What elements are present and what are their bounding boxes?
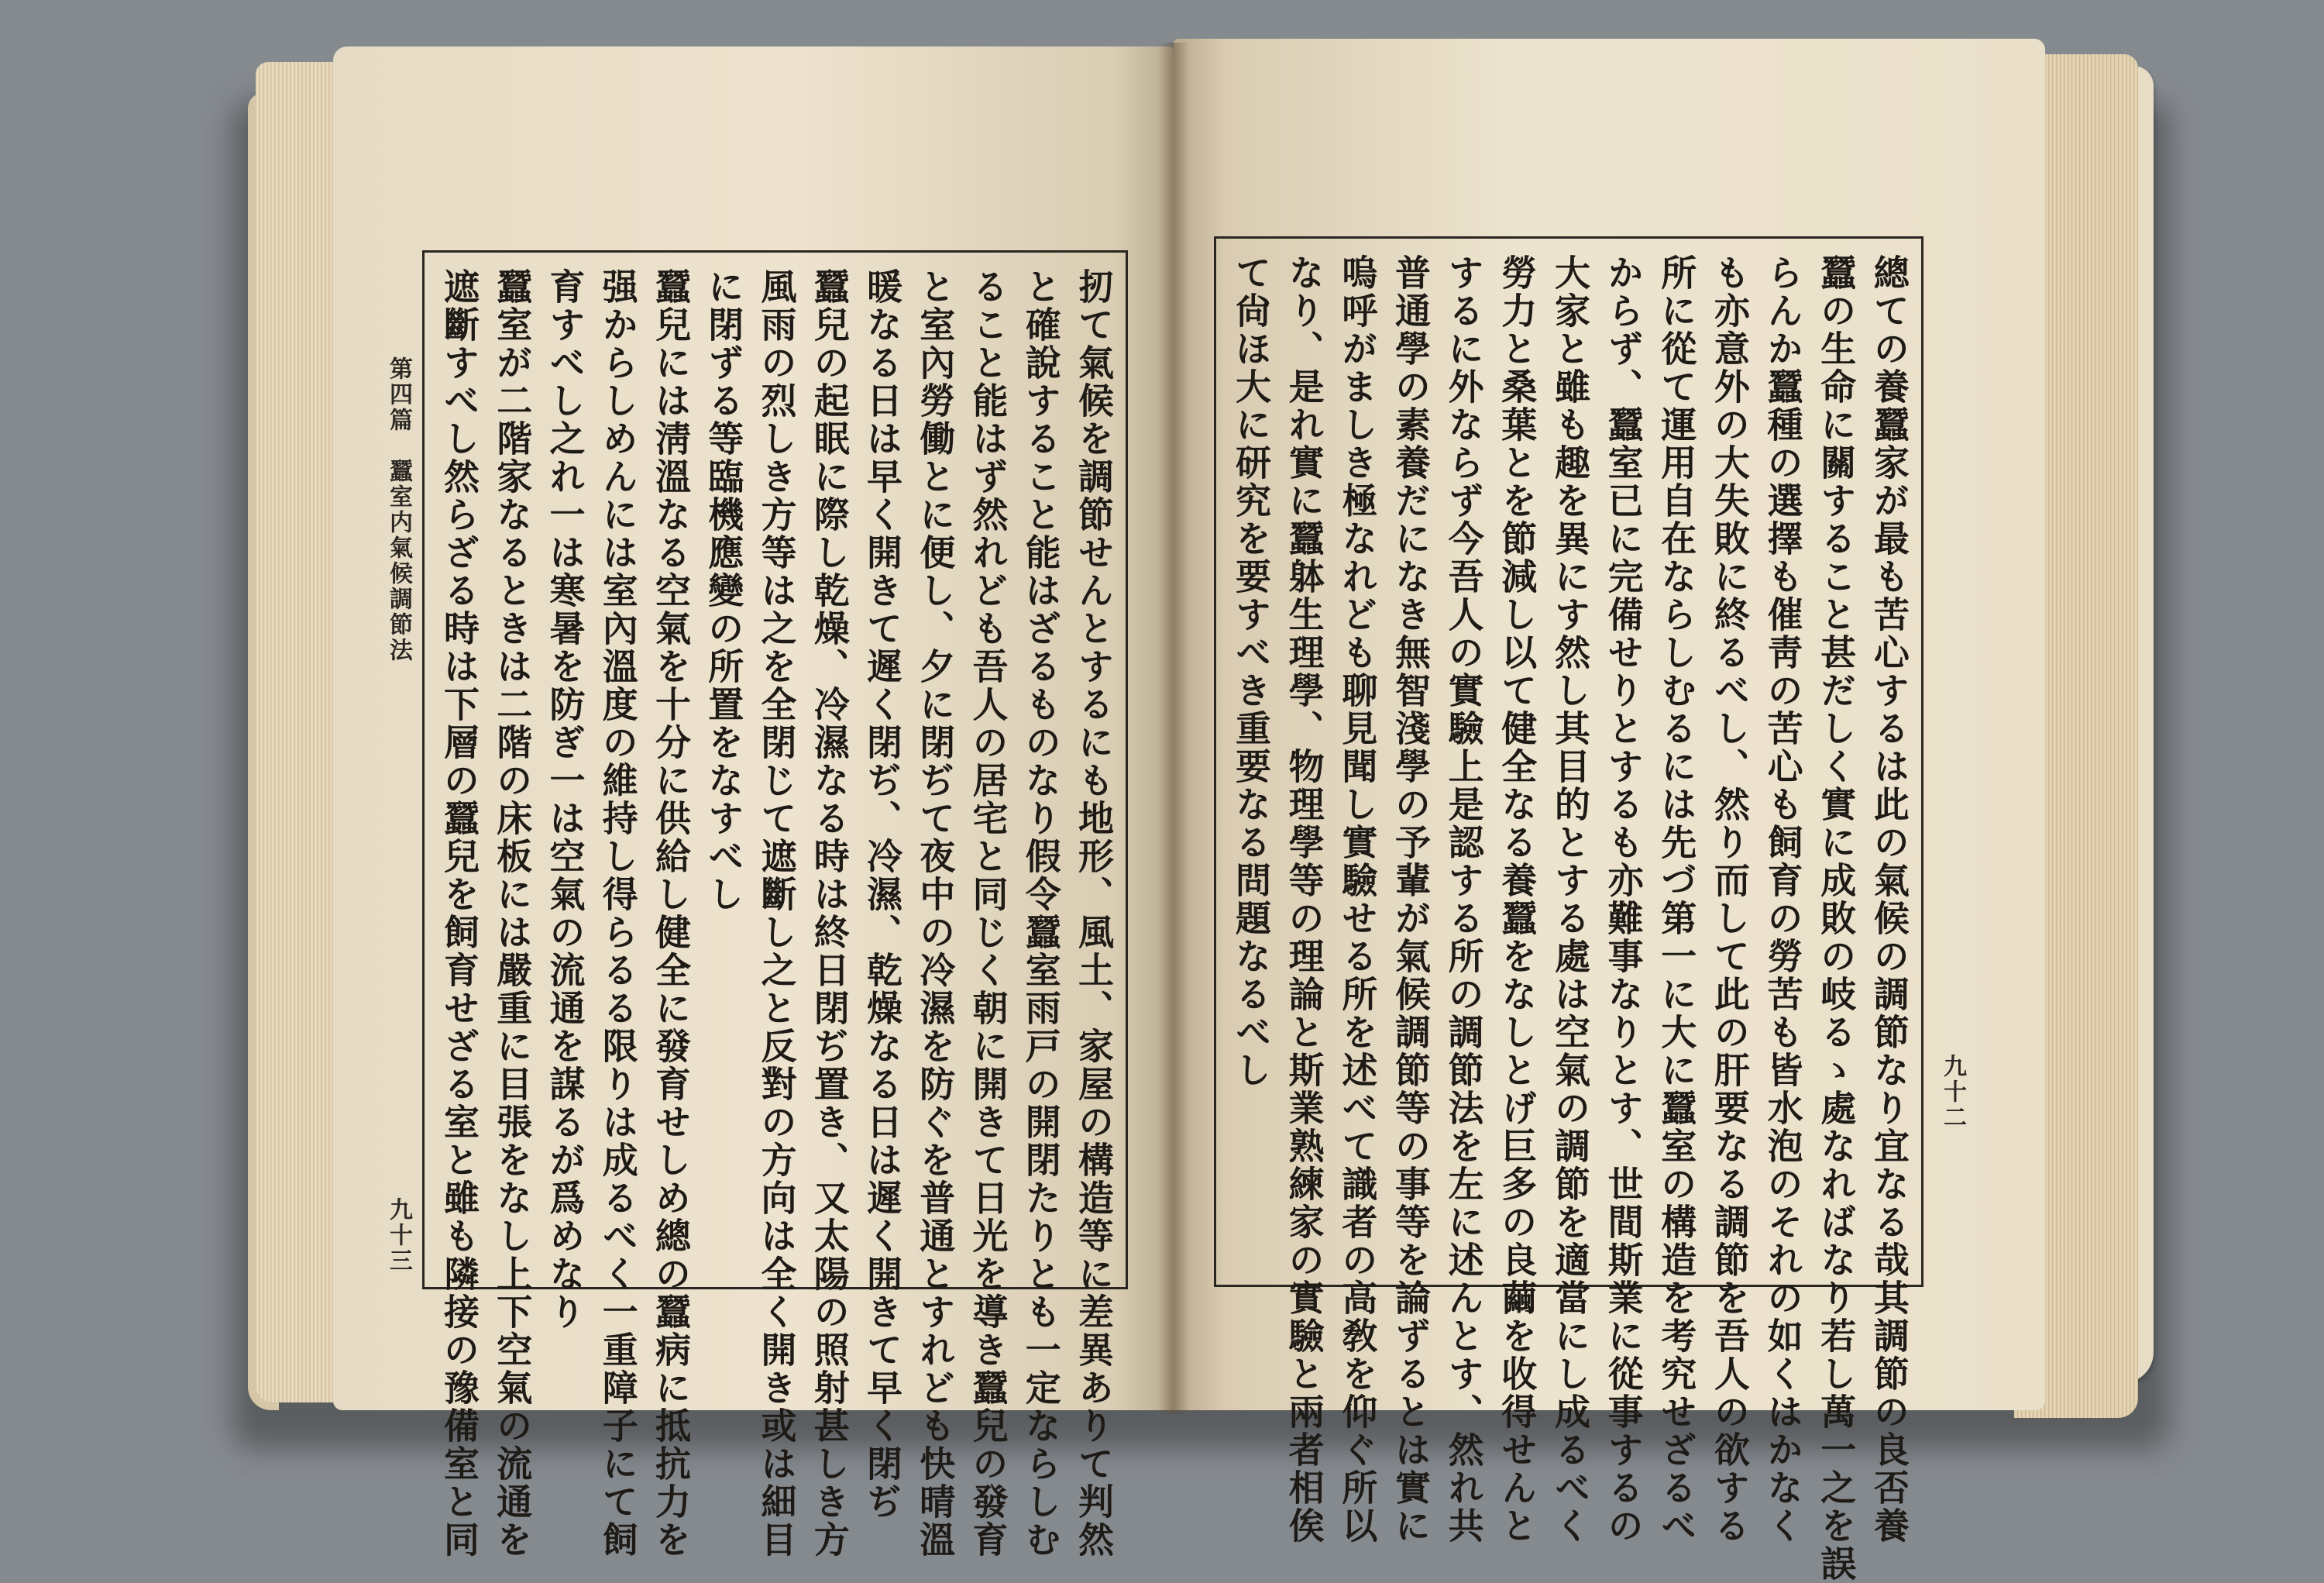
text-column: と室內勞働とに便し、夕に閉ぢて夜中の冷濕を防ぐを普通とすれども快晴溫 [914,268,957,1559]
text-column: 普通學の素養だになき無智淺學の予輩が氣候調節等の事等を論ずるとは實に [1389,254,1432,1545]
text-column: 暖なる日は早く開きて遲く閉ぢ、冷濕、乾燥なる日は遲く開きて早く閉ぢ [861,268,903,1521]
text-column: 扨て氣候を調節せんとするにも地形、風土、家屋の構造等に差異ありて判然 [1073,268,1115,1559]
text-column: 勞力と桑葉とを節減し以て健全なる養蠶をなしとげ巨多の良繭を收得せんと [1496,254,1538,1545]
book-gutter [1158,43,1189,1414]
text-column: 强からしめんには室內溫度の維持し得らるる限りは成るべく一重障子にて飼 [596,268,639,1559]
text-column: 總ての養蠶家が最も苦心するは此の氣候の調節なり宜なる哉其調節の良否養 [1868,254,1910,1545]
text-column: と確說すること能はざるものなり假令蠶室雨戸の開閉たりとも一定ならしむ [1019,268,1062,1559]
text-column: 蠶兒には淸溫なる空氣を十分に供給し健全に發育せしめ總の蠶病に抵抗力を [650,268,692,1559]
text-column: 蠶の生命に關すること甚だしく實に成敗の岐るゝ處なればなり若し萬一之を誤 [1815,254,1858,1583]
left-text-columns [438,268,1115,1559]
chapter-label: 第四篇 [385,356,412,433]
text-column: て尙ほ大に研究を要すべき重要なる問題なるべし [1230,254,1272,1089]
text-column: 風雨の烈しき方等は之を全閉じて遮斷し之と反對の方向は全く開き或は細目 [755,268,798,1559]
page-number-left: 九十三 [385,1197,412,1274]
text-column: も亦意外の大失敗に終るべし、然り而して此の肝要なる調節を吾人の欲する [1708,254,1751,1545]
text-column: 嗚呼がましき極なれども聊見聞し實驗せる所を述べて識者の高敎を仰ぐ所以 [1336,254,1379,1545]
text-column: 遮斷すべし然らざる時は下層の蠶兒を飼育せざる室と雖も隣接の豫備室と同 [438,268,480,1559]
text-column: するに外ならず今吾人の實驗上是認する所の調節法を左に述んとす、然れ共 [1442,254,1485,1545]
page-number-right: 九十二 [1939,1054,1966,1130]
text-column: に閉ずる等臨機應變の所置をなすべし [703,268,745,914]
text-column: 所に從て運用自在ならしむるには先づ第一に大に蠶室の構造を考究せざるべ [1655,254,1698,1545]
left-text-frame [422,250,1128,1559]
text-column: ること能はず然れども吾人の居宅と同じく朝に開きて日光を導き蠶兒の發育 [967,268,1009,1559]
section-title: 蠶室内氣候調節法 [385,459,412,663]
text-column: 育すべし之れ一は寒暑を防ぎ一は空氣の流通を謀るが爲めなり [544,268,586,1331]
text-column: 大家と雖も趣を異にす然し其目的とする處は空氣の調節を適當にし成るべく [1549,254,1591,1545]
running-head [381,356,415,663]
text-column: 蠶兒の起眠に際し乾燥、冷濕なる時は終日閉ぢ置き、又太陽の照射甚しき方 [808,268,851,1559]
text-column: 蠶室が二階家なるときは二階の床板には嚴重に目張をなし上下空氣の流通を [491,268,534,1559]
text-column: なり、是れ實に蠶躰生理學、物理學等の理論と斯業熟練家の實驗と兩者相俟 [1283,254,1325,1545]
text-column: からず、蠶室已に完備せりとするも亦難事なりとす、世間斯業に從事するの [1602,254,1645,1545]
right-text-columns [1230,254,1910,1583]
right-text-frame [1214,236,1923,1583]
text-column: らんか蠶種の選擇も催靑の苦心も飼育の勞苦も皆水泡のそれの如くはかなく [1762,254,1804,1545]
